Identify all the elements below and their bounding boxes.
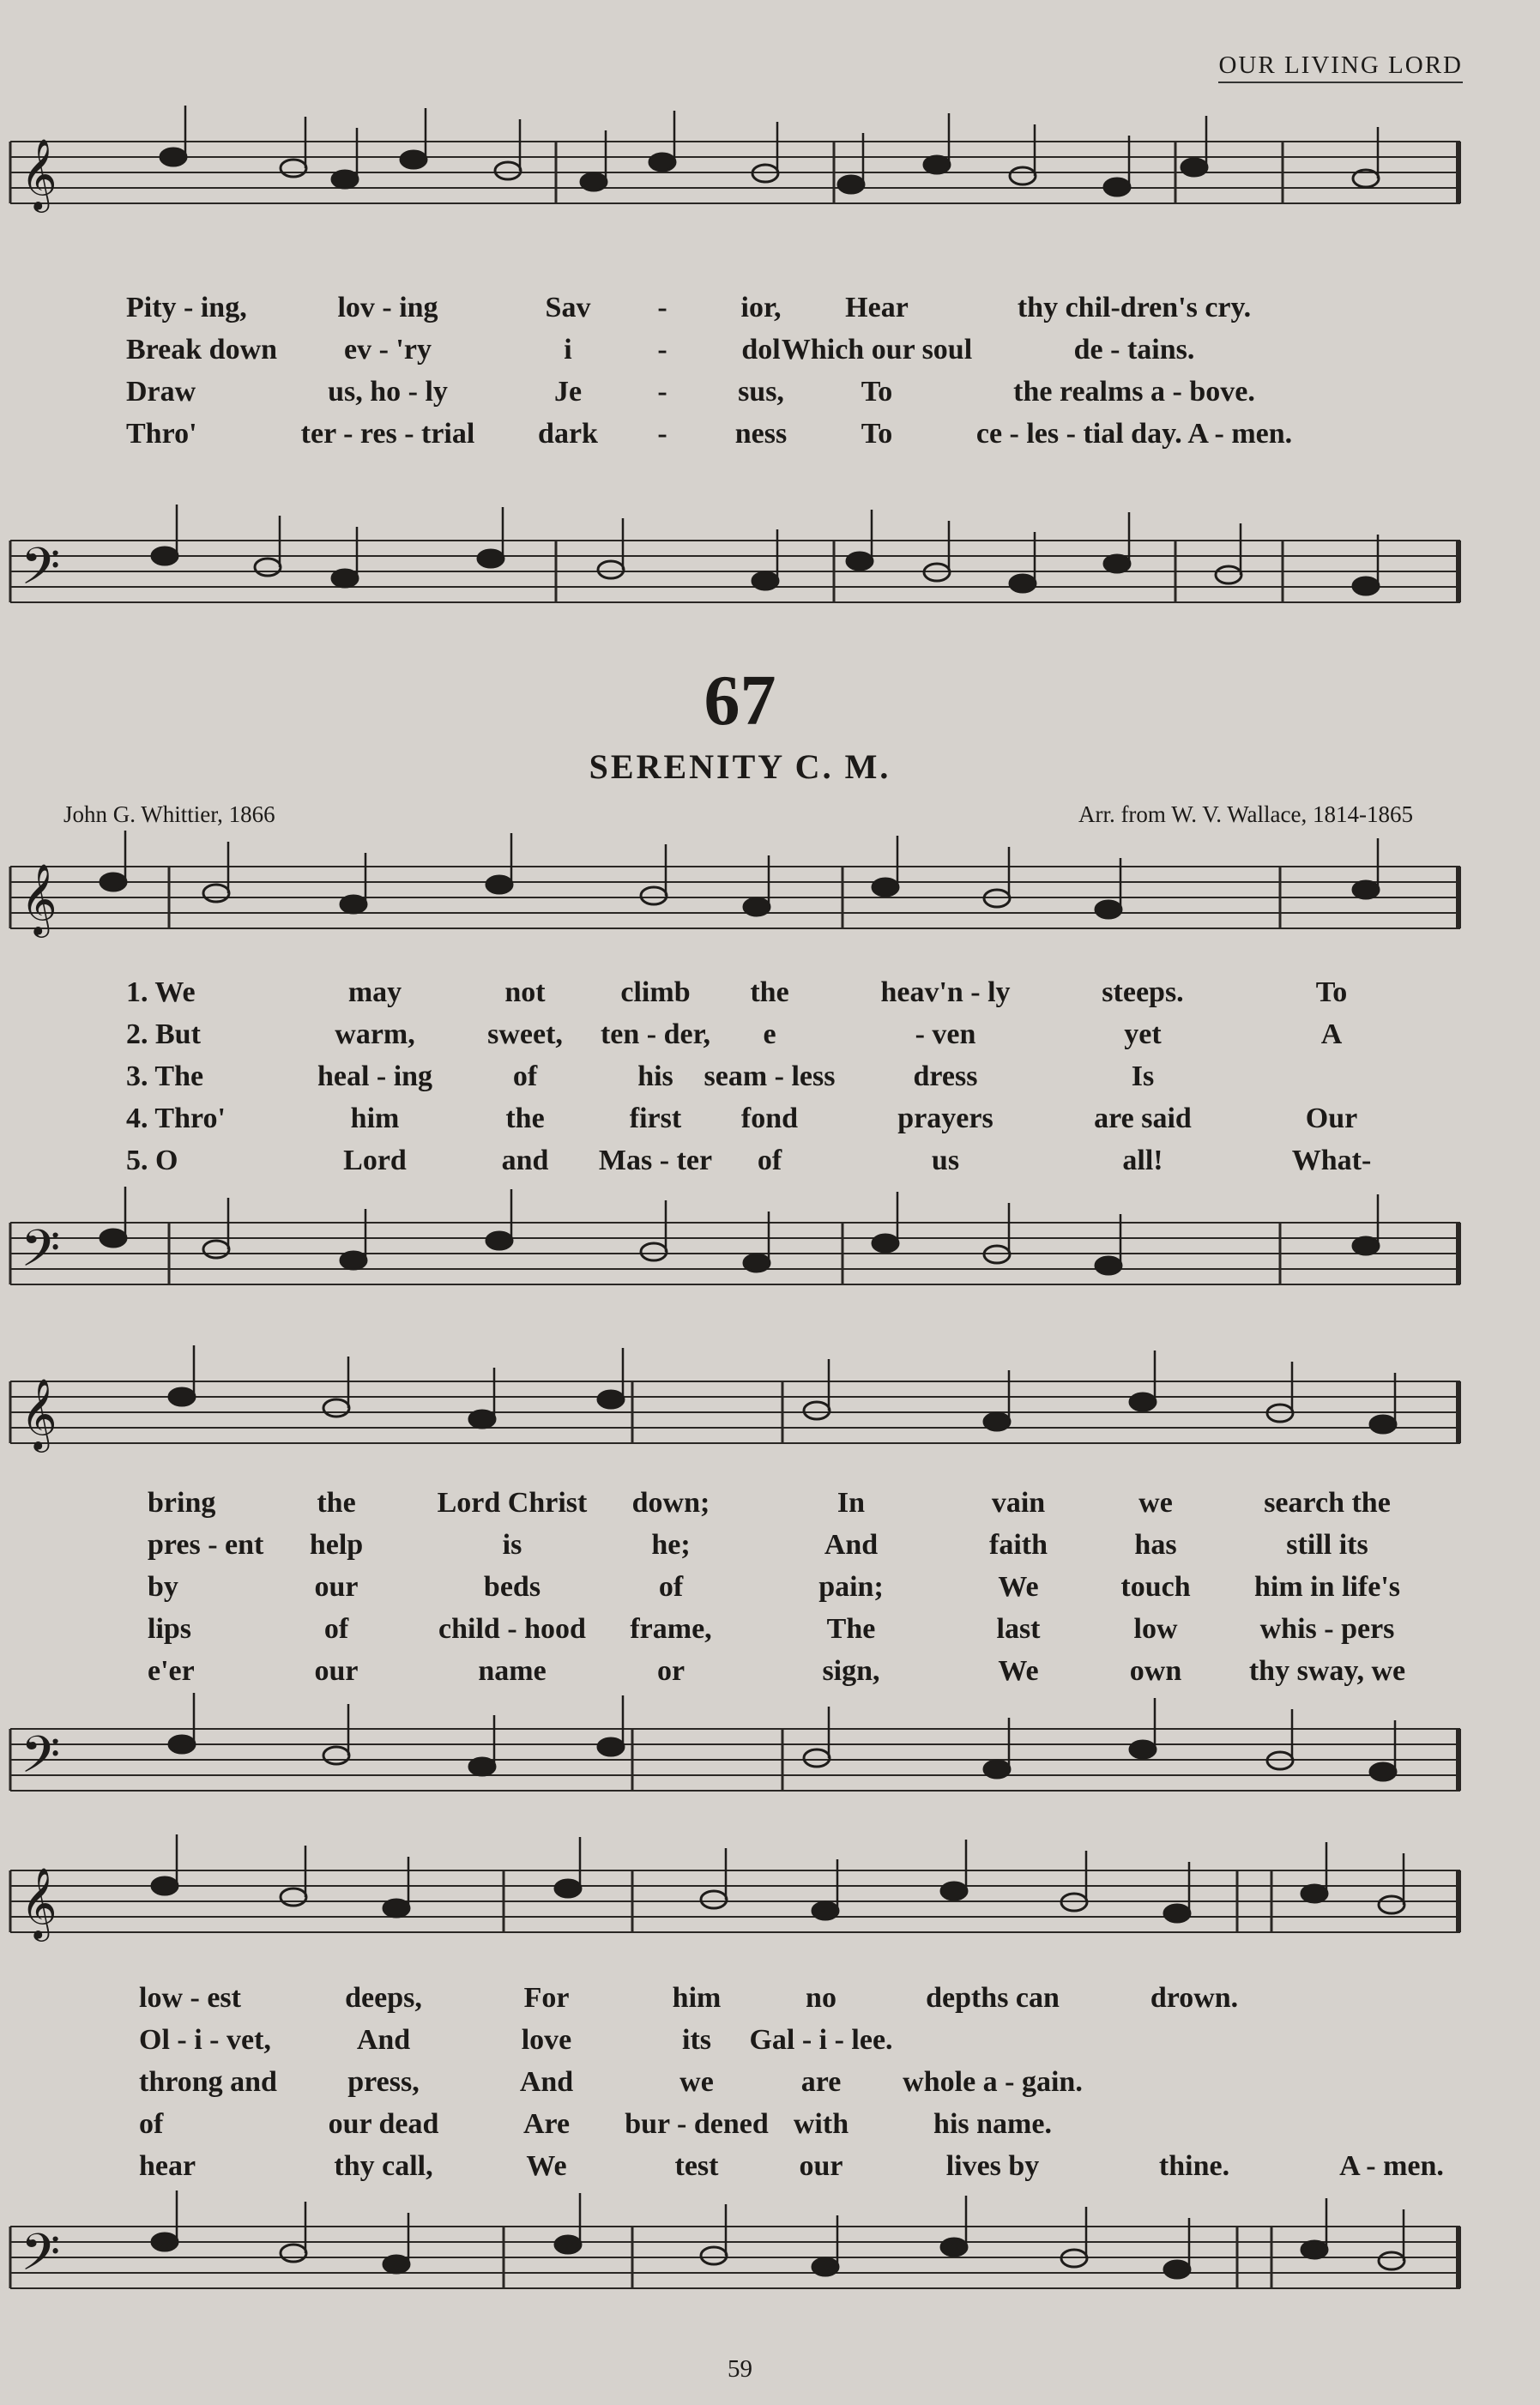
lyrics-system-1 bbox=[10, 976, 1460, 1187]
lyric-syllable: Are bbox=[522, 2108, 571, 2140]
lyric-syllable: Sav bbox=[545, 292, 591, 323]
lyric-syllable: low - est bbox=[139, 1982, 241, 2014]
bass-note bbox=[752, 572, 778, 589]
treble-note bbox=[924, 156, 950, 173]
treble-note bbox=[838, 176, 864, 193]
lyric-line bbox=[10, 1529, 1460, 1571]
lyric-line bbox=[10, 1655, 1460, 1697]
treble-note bbox=[804, 1402, 830, 1419]
lyric-syllable: Pity - ing, bbox=[126, 292, 247, 323]
lyric-syllable: - bbox=[657, 418, 667, 450]
lyric-syllable: steeps. bbox=[1102, 976, 1184, 1008]
lyric-syllable: drown. bbox=[1150, 1982, 1239, 2014]
treble-note bbox=[383, 1900, 409, 1917]
bass-note bbox=[1301, 2241, 1327, 2258]
lyric-syllable: last bbox=[996, 1613, 1041, 1645]
bass-note bbox=[1353, 1237, 1379, 1254]
treble-note bbox=[341, 896, 366, 913]
lyric-syllable: of bbox=[658, 1571, 684, 1603]
clef-icon: 𝄢 bbox=[21, 2222, 61, 2294]
lyric-syllable: 4. Thro' bbox=[126, 1103, 226, 1134]
lyric-syllable: Lord Christ bbox=[437, 1487, 588, 1519]
lyric-syllable: throng and bbox=[139, 2066, 277, 2098]
bass-note bbox=[641, 1243, 667, 1260]
lyric-syllable: heal - ing bbox=[317, 1060, 433, 1092]
lyric-syllable: own bbox=[1129, 1655, 1182, 1687]
lyric-syllable: i bbox=[564, 334, 572, 366]
lyric-line bbox=[10, 2150, 1460, 2192]
lyric-syllable: And bbox=[824, 1529, 879, 1561]
bass-note bbox=[478, 550, 504, 567]
bass-note bbox=[555, 2236, 581, 2253]
lyric-syllable: his name. bbox=[933, 2108, 1052, 2140]
bass-note bbox=[255, 559, 281, 576]
bass-note bbox=[469, 1758, 495, 1775]
treble-note bbox=[598, 1391, 624, 1408]
treble-note bbox=[744, 898, 770, 915]
bass-note bbox=[984, 1761, 1010, 1778]
lyric-syllable: ev - 'ry bbox=[344, 334, 432, 366]
lyric-syllable: de - tains. bbox=[1073, 334, 1195, 366]
words-credit: John G. Whittier, 1866 bbox=[63, 801, 275, 827]
lyric-line bbox=[10, 418, 1460, 460]
lyric-syllable: not bbox=[504, 976, 546, 1008]
clef-icon: 𝄞 bbox=[21, 137, 57, 209]
treble-note bbox=[701, 1891, 727, 1908]
lyric-syllable: press, bbox=[347, 2066, 420, 2098]
lyric-syllable: In bbox=[836, 1487, 866, 1519]
lyric-syllable: whis - pers bbox=[1259, 1613, 1395, 1645]
lyric-syllable: our bbox=[314, 1655, 359, 1687]
bass-note bbox=[332, 570, 358, 587]
lyric-syllable: ce - les - tial day. A - men. bbox=[975, 418, 1293, 450]
lyric-syllable: the realms a - bove. bbox=[1013, 376, 1255, 408]
bass-note bbox=[1370, 1763, 1396, 1780]
lyric-syllable: down; bbox=[631, 1487, 710, 1519]
bass-note bbox=[323, 1747, 349, 1764]
lyric-syllable: warm, bbox=[335, 1018, 415, 1050]
clef-icon: 𝄞 bbox=[21, 1866, 57, 1938]
bass-note bbox=[1104, 555, 1130, 572]
lyric-syllable: we bbox=[1138, 1487, 1173, 1519]
lyric-syllable: prayers bbox=[897, 1103, 993, 1134]
lyric-line bbox=[10, 1982, 1460, 2024]
lyric-syllable: is bbox=[502, 1529, 522, 1561]
lyric-syllable: frame, bbox=[630, 1613, 712, 1645]
lyric-syllable: and bbox=[501, 1145, 549, 1176]
bass-note bbox=[1164, 2261, 1190, 2278]
treble-note bbox=[495, 162, 521, 179]
treble-note bbox=[1010, 167, 1036, 184]
treble-note bbox=[323, 1399, 349, 1417]
lyric-line bbox=[10, 1487, 1460, 1529]
treble-note bbox=[1164, 1905, 1190, 1922]
lyric-syllable: bur - dened bbox=[625, 2108, 769, 2140]
lyric-syllable: sus, bbox=[738, 376, 784, 408]
bass-note bbox=[1096, 1257, 1121, 1274]
lyric-syllable: Our bbox=[1305, 1103, 1358, 1134]
lyric-syllable: we bbox=[679, 2066, 714, 2098]
lyric-syllable: him in life's bbox=[1253, 1571, 1401, 1603]
lyric-syllable: thine. bbox=[1158, 2150, 1230, 2182]
lyric-syllable: Mas - ter bbox=[598, 1145, 713, 1176]
bass-note bbox=[873, 1235, 898, 1252]
lyric-line bbox=[10, 1018, 1460, 1060]
lyric-syllable: dol bbox=[741, 334, 781, 366]
lyric-syllable: Break down bbox=[126, 334, 278, 366]
lyric-syllable: of bbox=[323, 1613, 349, 1645]
lyric-syllable: with bbox=[793, 2108, 849, 2140]
treble-note bbox=[160, 148, 186, 166]
lyric-syllable: ior, bbox=[740, 292, 782, 323]
lyric-syllable: thy call, bbox=[334, 2150, 433, 2182]
lyric-syllable: thy chil-dren's cry. bbox=[1017, 292, 1252, 323]
treble-note bbox=[469, 1411, 495, 1428]
bass-note bbox=[100, 1230, 126, 1247]
lyric-syllable: ten - der, bbox=[600, 1018, 711, 1050]
lyric-syllable: no bbox=[806, 1982, 836, 2014]
lyric-syllable: search the bbox=[1264, 1487, 1391, 1519]
clef-icon: 𝄢 bbox=[21, 536, 61, 608]
clef-icon: 𝄢 bbox=[21, 1725, 61, 1797]
lyric-syllable: To bbox=[1315, 976, 1348, 1008]
lyric-syllable: climb bbox=[620, 976, 691, 1008]
lyric-syllable: the bbox=[505, 1103, 545, 1134]
lyric-syllable: us bbox=[931, 1145, 960, 1176]
lyric-syllable: sweet, bbox=[487, 1018, 563, 1050]
lyric-syllable: name bbox=[478, 1655, 547, 1687]
bass-note bbox=[1130, 1741, 1156, 1758]
lyric-syllable: has bbox=[1134, 1529, 1177, 1561]
treble-note bbox=[1181, 159, 1207, 176]
lyric-syllable: all! bbox=[1122, 1145, 1163, 1176]
lyric-line bbox=[10, 292, 1460, 334]
lyric-line bbox=[10, 2066, 1460, 2108]
lyric-syllable: our bbox=[314, 1571, 359, 1603]
lyric-line bbox=[10, 976, 1460, 1018]
treble-note bbox=[581, 173, 607, 190]
bass-note bbox=[1353, 577, 1379, 595]
lyric-syllable: low bbox=[1133, 1613, 1178, 1645]
lyric-syllable: Ol - i - vet, bbox=[139, 2024, 271, 2056]
lyric-syllable: hear bbox=[139, 2150, 196, 2182]
lyric-syllable: And bbox=[356, 2024, 411, 2056]
lyric-syllable: dark bbox=[538, 418, 598, 450]
lyric-syllable: whole a - gain. bbox=[903, 2066, 1083, 2098]
lyric-syllable: the bbox=[750, 976, 789, 1008]
lyric-syllable: ter - res - trial bbox=[300, 418, 475, 450]
lyric-syllable: Je bbox=[553, 376, 583, 408]
bass-note bbox=[281, 2245, 306, 2262]
lyric-syllable: or bbox=[656, 1655, 685, 1687]
treble-note bbox=[941, 1882, 967, 1900]
bass-note bbox=[152, 2233, 178, 2251]
lyric-line bbox=[10, 1103, 1460, 1145]
lyric-syllable: The bbox=[826, 1613, 876, 1645]
lyrics-previous-hymn bbox=[10, 292, 1460, 460]
lyric-syllable: Is bbox=[1131, 1060, 1155, 1092]
lyric-syllable: still its bbox=[1286, 1529, 1368, 1561]
treble-note bbox=[1104, 178, 1130, 196]
bass-note bbox=[486, 1232, 512, 1249]
lyric-syllable: by bbox=[148, 1571, 178, 1603]
lyric-syllable: 5. O bbox=[126, 1145, 178, 1176]
bass-note bbox=[383, 2256, 409, 2273]
bass-note bbox=[701, 2247, 727, 2264]
running-title: OUR LIVING LORD bbox=[1218, 51, 1463, 83]
lyric-syllable: deeps, bbox=[345, 1982, 422, 2014]
lyric-syllable: the bbox=[317, 1487, 356, 1519]
lyric-syllable: pain; bbox=[818, 1571, 884, 1603]
lyric-line bbox=[10, 1145, 1460, 1187]
lyric-line bbox=[10, 334, 1460, 376]
treble-note bbox=[1096, 901, 1121, 918]
lyric-syllable: Hear bbox=[845, 292, 909, 323]
lyric-syllable: Thro' bbox=[126, 418, 197, 450]
lyric-line bbox=[10, 2024, 1460, 2066]
lyric-syllable: lives by bbox=[945, 2150, 1040, 2182]
bass-note bbox=[804, 1749, 830, 1767]
bass-note bbox=[744, 1254, 770, 1272]
lyric-syllable: A - men. bbox=[1339, 2150, 1444, 2182]
treble-note bbox=[100, 873, 126, 891]
lyrics-system-2 bbox=[10, 1487, 1460, 1697]
lyric-syllable: lov - ing bbox=[337, 292, 438, 323]
lyric-syllable: child - hood bbox=[438, 1613, 586, 1645]
hymn-number: 67 bbox=[704, 661, 776, 740]
lyric-syllable: bring bbox=[148, 1487, 216, 1519]
lyric-line bbox=[10, 1613, 1460, 1655]
lyric-line bbox=[10, 2108, 1460, 2150]
clef-icon: 𝄢 bbox=[21, 1218, 61, 1290]
treble-note bbox=[281, 160, 306, 177]
bass-note bbox=[203, 1241, 229, 1258]
treble-note bbox=[873, 879, 898, 896]
lyric-syllable: may bbox=[347, 976, 402, 1008]
music-credit: Arr. from W. V. Wallace, 1814-1865 bbox=[1078, 801, 1413, 827]
page-number: 59 bbox=[728, 2355, 752, 2383]
lyric-syllable: Which our soul bbox=[781, 334, 973, 366]
lyric-syllable: Gal - i - lee. bbox=[749, 2024, 893, 2056]
bass-note bbox=[941, 2239, 967, 2256]
lyric-syllable: We bbox=[526, 2150, 567, 2182]
lyric-syllable: of bbox=[139, 2108, 164, 2140]
lyric-syllable: Draw bbox=[126, 376, 196, 408]
lyric-syllable: fond bbox=[740, 1103, 799, 1134]
lyric-syllable: are said bbox=[1094, 1103, 1192, 1134]
lyric-line bbox=[10, 376, 1460, 418]
lyric-syllable: vain bbox=[991, 1487, 1046, 1519]
lyric-syllable: his bbox=[637, 1060, 673, 1092]
lyric-syllable: For bbox=[523, 1982, 570, 2014]
bass-note bbox=[598, 1738, 624, 1755]
lyric-syllable: of bbox=[512, 1060, 538, 1092]
treble-note bbox=[1370, 1416, 1396, 1433]
treble-note bbox=[169, 1388, 195, 1405]
bass-note bbox=[152, 547, 178, 565]
treble-note bbox=[1301, 1885, 1327, 1902]
lyric-syllable: sign, bbox=[822, 1655, 880, 1687]
bass-note bbox=[1010, 575, 1036, 592]
lyric-syllable: And bbox=[519, 2066, 574, 2098]
lyric-syllable: To bbox=[861, 418, 893, 450]
treble-note bbox=[486, 876, 512, 893]
treble-note bbox=[332, 171, 358, 188]
bass-note bbox=[1216, 566, 1241, 583]
lyric-syllable: he; bbox=[651, 1529, 691, 1561]
clef-icon: 𝄞 bbox=[21, 1377, 57, 1449]
bass-note bbox=[847, 553, 873, 570]
lyric-syllable: seam - less bbox=[704, 1060, 836, 1092]
lyric-syllable: 1. We bbox=[126, 976, 196, 1008]
bass-note bbox=[812, 2258, 838, 2275]
treble-note bbox=[1353, 881, 1379, 898]
lyric-syllable: - bbox=[657, 334, 667, 366]
lyric-syllable: e'er bbox=[148, 1655, 195, 1687]
bass-note bbox=[1379, 2252, 1404, 2269]
treble-note bbox=[812, 1902, 838, 1919]
treble-note bbox=[649, 154, 675, 171]
lyric-syllable: A bbox=[1320, 1018, 1343, 1050]
lyric-syllable: e bbox=[763, 1018, 776, 1050]
lyric-line bbox=[10, 1060, 1460, 1103]
bass-note bbox=[341, 1252, 366, 1269]
lyric-syllable: love bbox=[521, 2024, 572, 2056]
lyric-syllable: - bbox=[657, 376, 667, 408]
lyric-line bbox=[10, 1571, 1460, 1613]
treble-note bbox=[984, 1413, 1010, 1430]
lyric-syllable: thy sway, we bbox=[1248, 1655, 1406, 1687]
lyric-syllable: its bbox=[682, 2024, 711, 2056]
lyric-syllable: him bbox=[350, 1103, 400, 1134]
lyric-syllable: 2. But bbox=[126, 1018, 201, 1050]
lyric-syllable: yet bbox=[1124, 1018, 1162, 1050]
lyric-syllable: dress bbox=[913, 1060, 978, 1092]
lyric-syllable: beds bbox=[483, 1571, 541, 1603]
lyric-syllable: pres - ent bbox=[148, 1529, 264, 1561]
lyric-syllable: To bbox=[861, 376, 893, 408]
bass-note bbox=[169, 1736, 195, 1753]
lyric-syllable: help bbox=[309, 1529, 364, 1561]
lyric-syllable: us, ho - ly bbox=[328, 376, 448, 408]
lyric-syllable: of bbox=[757, 1145, 782, 1176]
lyric-syllable: ness bbox=[734, 418, 788, 450]
lyric-syllable: What- bbox=[1291, 1145, 1372, 1176]
tune-name: SERENITY C. M. bbox=[589, 747, 891, 786]
lyric-syllable: heav'n - ly bbox=[880, 976, 1011, 1008]
lyric-syllable: depths can bbox=[926, 1982, 1060, 2014]
lyric-syllable: our dead bbox=[328, 2108, 439, 2140]
clef-icon: 𝄞 bbox=[21, 862, 57, 934]
treble-note bbox=[641, 887, 667, 904]
lyric-syllable: him bbox=[672, 1982, 722, 2014]
lyric-syllable: - bbox=[657, 292, 667, 323]
lyric-syllable: faith bbox=[989, 1529, 1048, 1561]
treble-note bbox=[401, 151, 426, 168]
lyric-syllable: lips bbox=[148, 1613, 192, 1645]
treble-note bbox=[152, 1877, 178, 1894]
lyric-syllable: We bbox=[998, 1571, 1039, 1603]
lyric-syllable: test bbox=[674, 2150, 719, 2182]
lyric-syllable: our bbox=[799, 2150, 843, 2182]
treble-note bbox=[203, 885, 229, 902]
lyric-syllable: - ven bbox=[915, 1018, 976, 1050]
treble-note bbox=[281, 1888, 306, 1906]
lyric-syllable: 3. The bbox=[126, 1060, 204, 1092]
treble-note bbox=[1130, 1393, 1156, 1411]
lyric-syllable: touch bbox=[1120, 1571, 1191, 1603]
lyric-syllable: Lord bbox=[343, 1145, 407, 1176]
lyrics-system-3 bbox=[10, 1982, 1460, 2192]
lyric-syllable: We bbox=[998, 1655, 1039, 1687]
treble-note bbox=[1379, 1896, 1404, 1913]
lyric-syllable: first bbox=[629, 1103, 682, 1134]
bass-note bbox=[598, 561, 624, 578]
treble-note bbox=[555, 1880, 581, 1897]
lyric-syllable: are bbox=[800, 2066, 842, 2098]
